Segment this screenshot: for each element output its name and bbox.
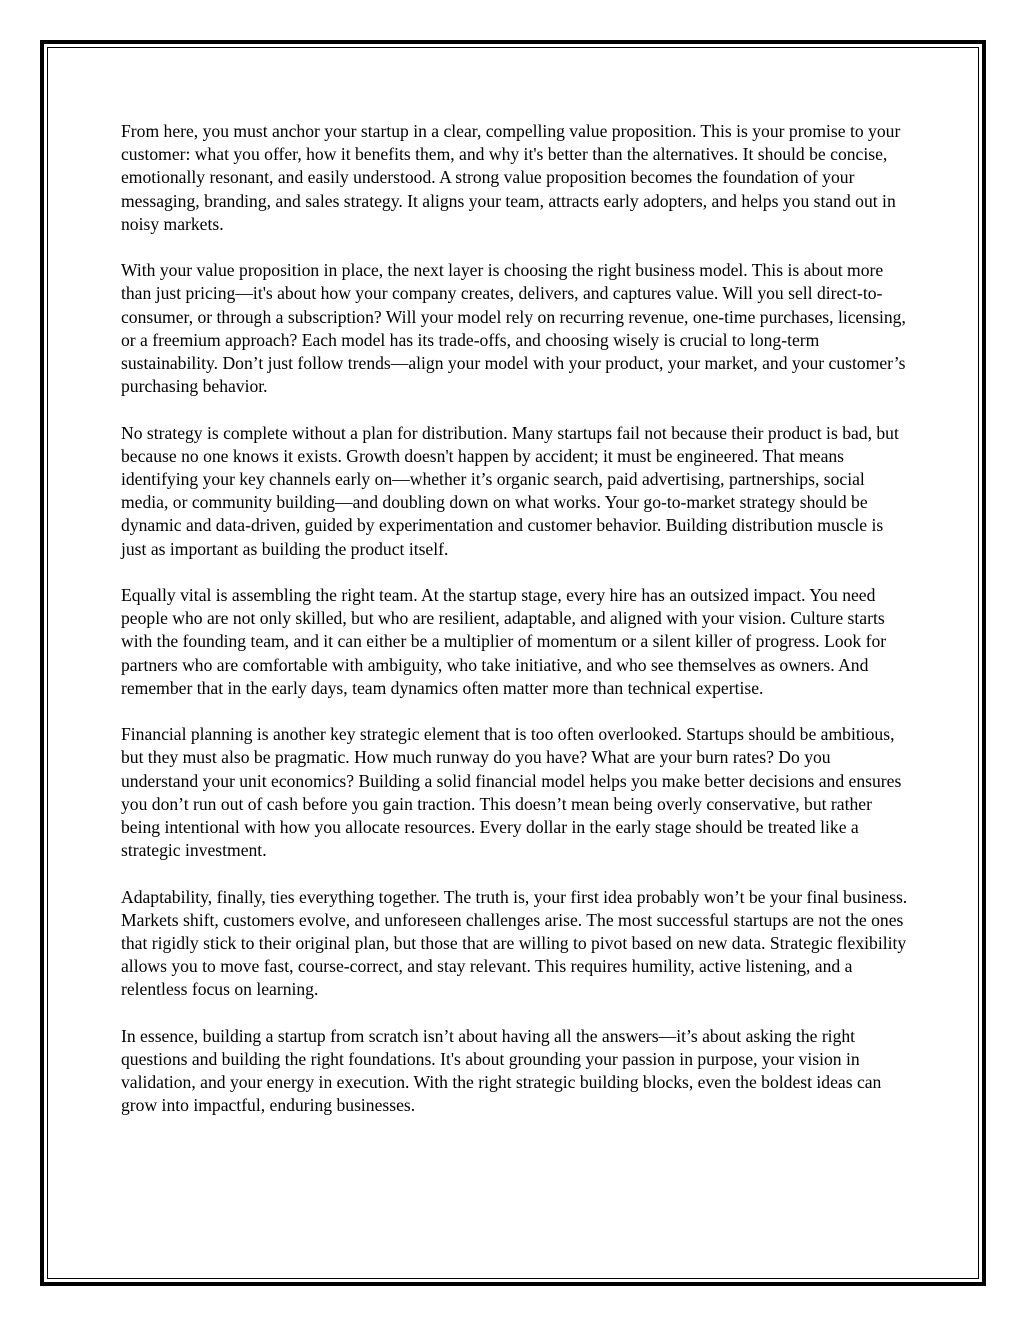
paragraph-conclusion: In essence, building a startup from scratch isn’t about having all the answers—it’s about asking the right questions and building the right foundations. It's about grounding your passion in purpose, your vision in validation, and your energy in execution. With the right strategic building blocks, even the boldest ideas can grow into impactful, enduring businesses. (121, 1025, 882, 1116)
document-body (121, 120, 911, 1141)
paragraph-distribution: No strategy is complete without a plan for distribution. Many startups fail not because their product is bad, but because no one knows it exists. Growth doesn't happen by accident; it must be engineered. That means identifying your key channels early on—whether it’s organic search, paid advertising, partnerships, social media, or community building—and doubling down on what works. Your go-to-market strategy should be dynamic and data-driven, guided by experimentation and customer behavior. Building distribution muscle is just as important as building the product itself. (121, 422, 899, 559)
paragraph-team: Equally vital is assembling the right team. At the startup stage, every hire has an outsized impact. You need people who are not only skilled, but who are resilient, adaptable, and aligned with your vision. Culture starts with the founding team, and it can either be a multiplier of momentum or a silent killer of progress. Look for partners who are comfortable with ambiguity, who take initiative, and who see themselves as owners. And remember that in the early days, team dynamics often matter more than technical expertise. (121, 585, 887, 698)
paragraph-business-model: With your value proposition in place, the next layer is choosing the right business model. This is about more than just pricing—it's about how your company creates, delivers, and captures value. Will you sell direct-to-consumer, or through a subscription? Will your model rely on recurring revenue, one-time purchases, licensing, or a freemium approach? Each model has its trade-offs, and choosing wisely is crucial to long-term sustainability. Don’t just follow trends—align your model with your product, your market, and your customer’s purchasing behavior. (121, 260, 906, 397)
paragraph-value-proposition: From here, you must anchor your startup in a clear, compelling value proposition. This is your promise to your customer: what you offer, how it benefits them, and why it's better than the alternatives. It should be concise, emotionally resonant, and easily understood. A strong value proposition becomes the foundation of your messaging, branding, and sales strategy. It aligns your team, attracts early adopters, and helps you stand out in noisy markets. (121, 121, 901, 234)
paragraph-financial-planning: Financial planning is another key strategic element that is too often overlooked. Startups should be ambitious, but they must also be pragmatic. How much runway do you have? What are your burn rates? Do you understand your unit economics? Building a solid financial model helps you make better decisions and ensures you don’t run out of cash before you gain traction. This doesn’t mean being overly conservative, but rather being intentional with how you allocate resources. Every dollar in the early stage should be treated like a strategic investment. (121, 724, 902, 861)
paragraph-adaptability: Adaptability, finally, ties everything together. The truth is, your first idea probably won’t be your final business. Markets shift, customers evolve, and unforeseen challenges arise. The most successful startups are not the ones that rigidly stick to their original plan, but those that are willing to pivot based on new data. Strategic flexibility allows you to move fast, course-correct, and stay relevant. This requires humility, active listening, and a relentless focus on learning. (121, 886, 908, 1000)
